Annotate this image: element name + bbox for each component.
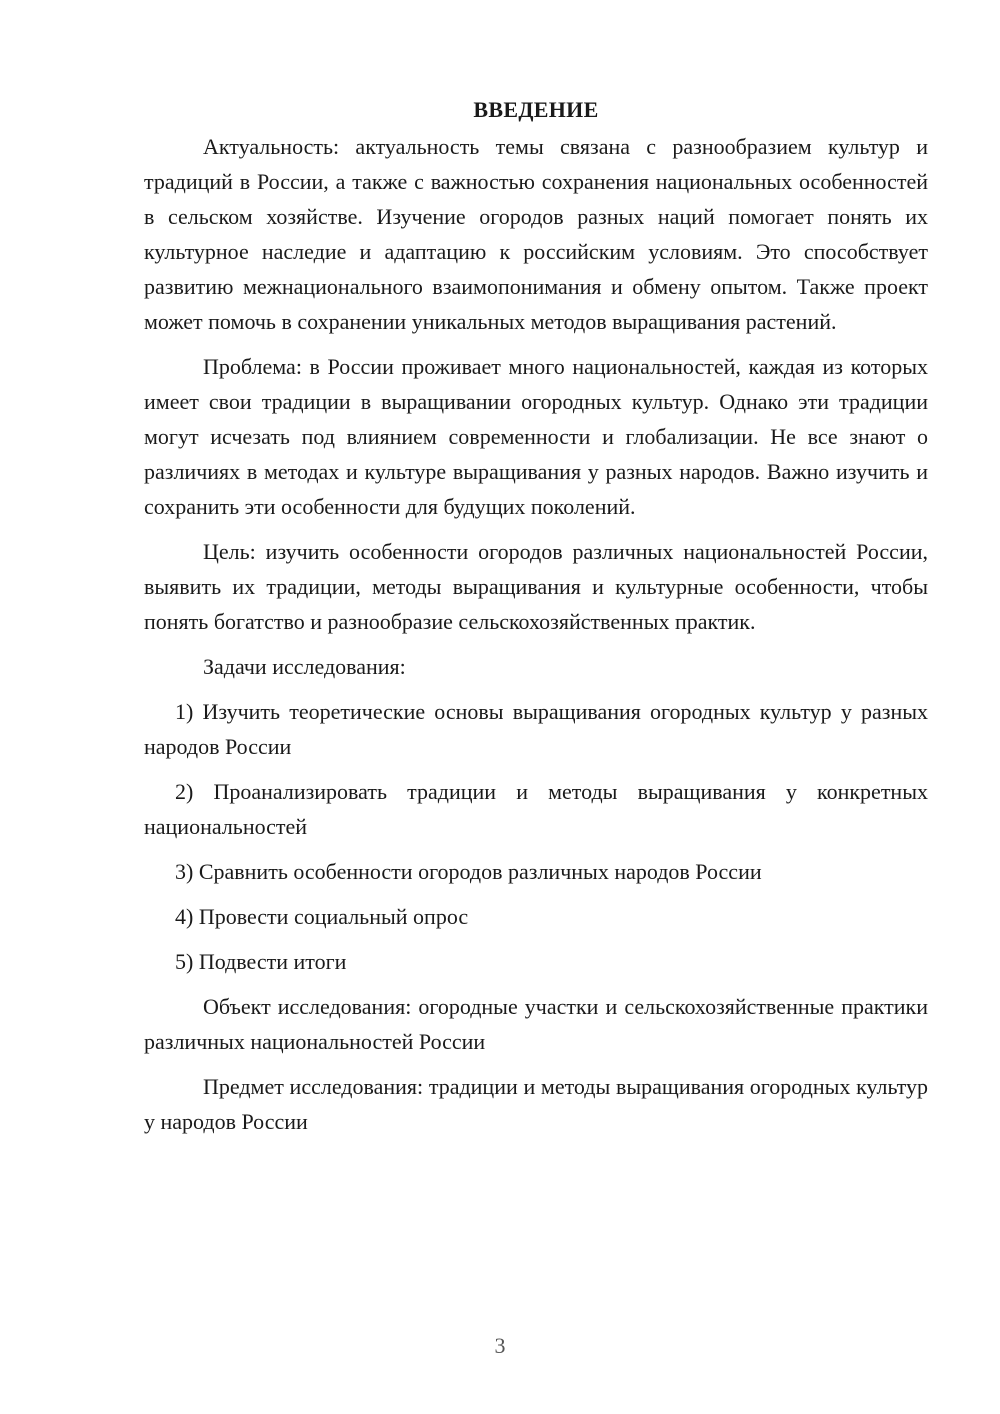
list-item: 5) Подвести итоги xyxy=(175,949,347,974)
relevance-paragraph: Актуальность: актуальность темы связана с разнообразием культур и традиций в России, а также с важностью сохранения национальных особенностей в сельском хозяйстве. Изучение огородов разных наций помогает понять их культурное наследие и адаптацию к российским условиям. Это способствует развитию межнационального взаимопонимания и обмену опытом. Также проект может помочь в сохранении уникальных методов выращивания растений. xyxy=(144,134,928,334)
tasks-heading: Задачи исследования: xyxy=(203,654,406,679)
list-item: 1) Изучить теоретические основы выращивания огородных культур у разных народов России xyxy=(144,699,928,759)
page-number: 3 xyxy=(494,1333,506,1358)
subject-paragraph: Предмет исследования: традиции и методы выращивания огородных культур у народов России xyxy=(144,1074,928,1134)
list-item: 4) Провести социальный опрос xyxy=(175,904,469,929)
object-paragraph: Объект исследования: огородные участки и сельскохозяйственные практики различных национальностей России xyxy=(144,994,928,1054)
goal-paragraph: Цель: изучить особенности огородов различных национальностей России, выявить их традиции, методы выращивания и культурные особенности, чтобы понять богатство и разнообразие сельскохозяйственных практик. xyxy=(144,539,928,634)
section-title: ВВЕДЕНИЕ xyxy=(473,97,599,122)
tasks-list xyxy=(144,694,928,979)
list-item: 3) Сравнить особенности огородов различных народов России xyxy=(175,859,762,884)
document-page xyxy=(144,92,928,1149)
problem-paragraph: Проблема: в России проживает много национальностей, каждая из которых имеет свои традиции в выращивании огородных культур. Однако эти традиции могут исчезать под влиянием современности и глобализации. Не все знают о различиях в методах и культуре выращивания у разных народов. Важно изучить и сохранить эти особенности для будущих поколений. xyxy=(144,354,928,519)
list-item: 2) Проанализировать традиции и методы выращивания у конкретных национальностей xyxy=(144,779,928,839)
